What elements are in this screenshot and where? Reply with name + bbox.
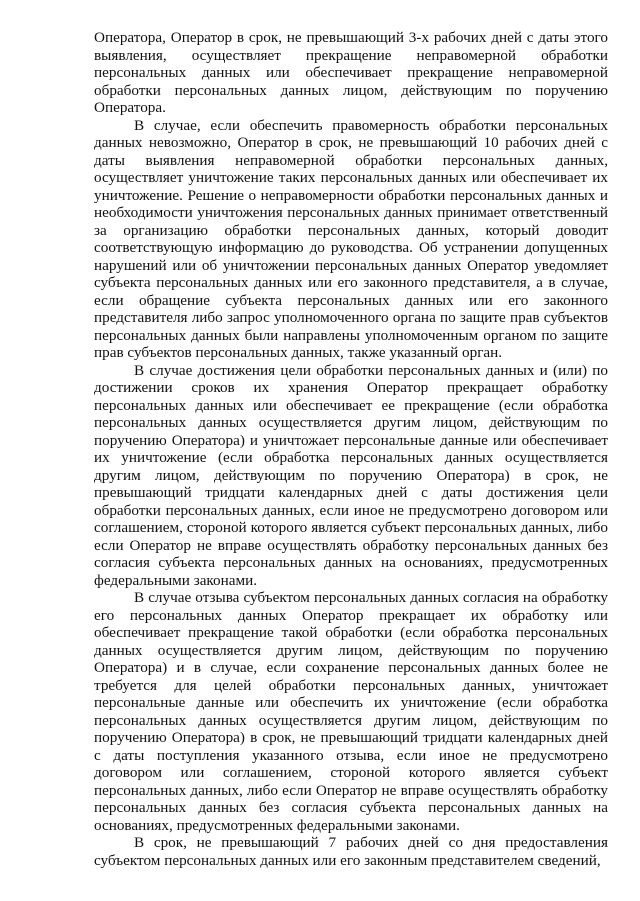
paragraph-4: В случае отзыва субъектом персональных данных согласия на обработку его персональных данных Оператор прекращает их обработку или обеспечивает прекращение такой обработки (если обработка персональных данных осуществляется другим лицом, действующим по поручению Оператора) и в случае, если сохранение персональных данных более не требуется для целей обработки персональных данных, уничтожает персональные данные или обеспечить их уничтожение (если обработка персональных данных осуществляется другим лицом, действующим по поручению Оператора) в срок, не превышающий тридцати календарных дней с даты поступления указанного отзыва, если иное не предусмотрено договором или соглашением, стороной которого является субъект персональных данных, либо если Оператор не вправе осуществлять обработку персональных данных без согласия субъекта персональных данных на основаниях, предусмотренных федеральными законами.: [94, 589, 608, 834]
document-body: [94, 29, 608, 869]
paragraph-5: В срок, не превышающий 7 рабочих дней со дня предоставления субъектом персональных данных или его законным представителем сведений,: [94, 834, 608, 869]
paragraph-2: В случае, если обеспечить правомерность обработки персональных данных невозможно, Оператор в срок, не превышающий 10 рабочих дней с даты выявления неправомерной обработки персональных данных, осуществляет уничтожение таких персональных данных или обеспечивает их уничтожение. Решение о неправомерности обработки персональных данных и необходимости уничтожения персональных данных принимает ответственный за организацию обработки персональных данных, который доводит соответствующую информацию до руководства. Об устранении допущенных нарушений или об уничтожении персональных данных Оператор уведомляет субъекта персональных данных или его законного представителя, а в случае, если обращение субъекта персональных данных или его законного представителя либо запрос уполномоченного органа по защите прав субъектов персональных данных были направлены уполномоченным органом по защите прав субъектов персональных данных, также указанный орган.: [94, 116, 608, 361]
paragraph-1: Оператора, Оператор в срок, не превышающий 3-х рабочих дней с даты этого выявления, осуществляет прекращение неправомерной обработки персональных данных или обеспечивает прекращение неправомерной обработки персональных данных лицом, действующим по поручению Оператора.: [94, 29, 608, 116]
paragraph-3: В случае достижения цели обработки персональных данных и (или) по достижении сроков их хранения Оператор прекращает обработку персональных данных или обеспечивает ее прекращение (если обработка персональных данных осуществляется другим лицом, действующим по поручению Оператора) и уничтожает персональные данные или обеспечивает их уничтожение (если обработка персональных данных осуществляется другим лицом, действующим по поручению Оператора) в срок, не превышающий тридцати календарных дней с даты достижения цели обработки персональных данных, если иное не предусмотрено договором или соглашением, стороной которого является субъект персональных данных, либо если Оператор не вправе осуществлять обработку персональных данных без согласия субъекта персональных данных на основаниях, предусмотренных федеральными законами.: [94, 361, 608, 589]
